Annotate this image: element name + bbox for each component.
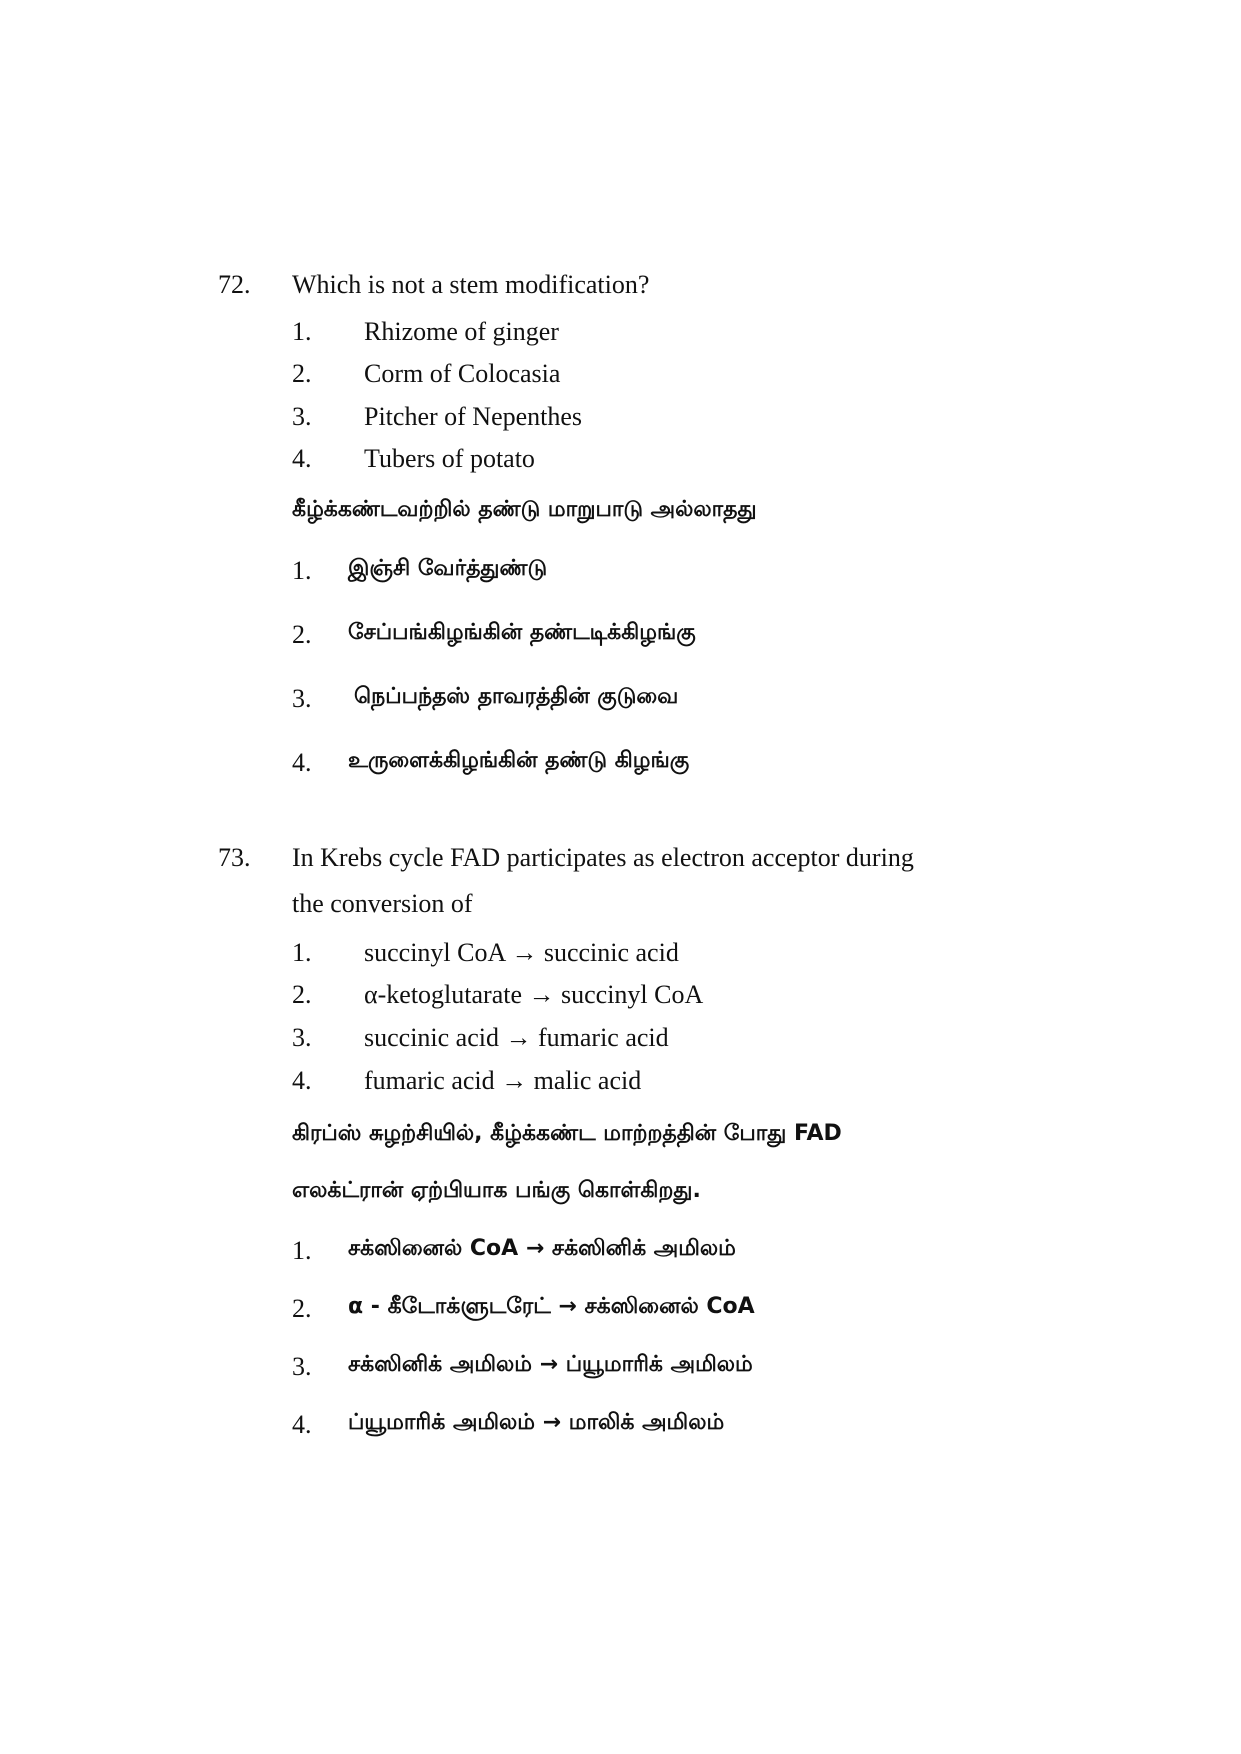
- option-text: Tubers of potato: [364, 444, 535, 473]
- question-text-en: In Krebs cycle FAD participates as electron acceptor during: [292, 843, 914, 872]
- question-number: 72.: [218, 270, 251, 299]
- option-number: 1.: [292, 317, 312, 346]
- question-text-en: the conversion of: [292, 889, 473, 918]
- question-text-ta: கீழ்க்கண்டவற்றில் தண்டு மாறுபாடு அல்லாதது: [292, 497, 757, 522]
- option-text: சேப்பங்கிழங்கின் தண்டடிக்கிழங்கு: [348, 620, 696, 645]
- option-text: Pitcher of Nepenthes: [364, 402, 583, 431]
- option-text: succinyl CoA → succinic acid: [364, 938, 679, 967]
- option-text: Corm of Colocasia: [364, 359, 561, 388]
- option-number: 2.: [292, 1294, 312, 1323]
- option-number: 2.: [292, 620, 312, 649]
- question-text-ta: கிரப்ஸ் சுழற்சியில், கீழ்க்கண்ட மாற்றத்தின் போது FAD: [292, 1121, 842, 1146]
- option-number: 4.: [292, 1410, 312, 1439]
- option-text: Rhizome of ginger: [364, 317, 559, 346]
- option-text: சக்ஸினிக் அமிலம் → ப்யூமாரிக் அமிலம்: [348, 1352, 753, 1377]
- option-text: ப்யூமாரிக் அமிலம் → மாலிக் அமிலம்: [348, 1410, 725, 1435]
- option-number: 3.: [292, 1023, 312, 1052]
- option-number: 3.: [292, 1352, 312, 1381]
- option-number: 4.: [292, 444, 312, 473]
- option-number: 3.: [292, 402, 312, 431]
- option-text: fumaric acid → malic acid: [364, 1066, 642, 1095]
- option-number: 3.: [292, 684, 312, 713]
- option-number: 4.: [292, 748, 312, 777]
- option-text: α - கீடோக்ளுடரேட் → சக்ஸினைல் CoA: [348, 1294, 755, 1319]
- option-text: இஞ்சி வேர்த்துண்டு: [348, 556, 548, 581]
- option-number: 1.: [292, 938, 312, 967]
- option-number: 1.: [292, 556, 312, 585]
- question-number: 73.: [218, 843, 251, 872]
- question-text-en: Which is not a stem modification?: [292, 270, 650, 299]
- option-number: 2.: [292, 359, 312, 388]
- option-text: α-ketoglutarate → succinyl CoA: [364, 980, 704, 1009]
- option-number: 2.: [292, 980, 312, 1009]
- option-text: சக்ஸினைல் CoA → சக்ஸினிக் அமிலம்: [348, 1236, 736, 1261]
- option-text: succinic acid → fumaric acid: [364, 1023, 669, 1052]
- option-number: 4.: [292, 1066, 312, 1095]
- option-number: 1.: [292, 1236, 312, 1265]
- question-text-ta: எலக்ட்ரான் ஏற்பியாக பங்கு கொள்கிறது.: [292, 1178, 701, 1203]
- option-text: நெப்பந்தஸ் தாவரத்தின் குடுவை: [354, 684, 679, 709]
- option-text: உருளைக்கிழங்கின் தண்டு கிழங்கு: [348, 748, 690, 773]
